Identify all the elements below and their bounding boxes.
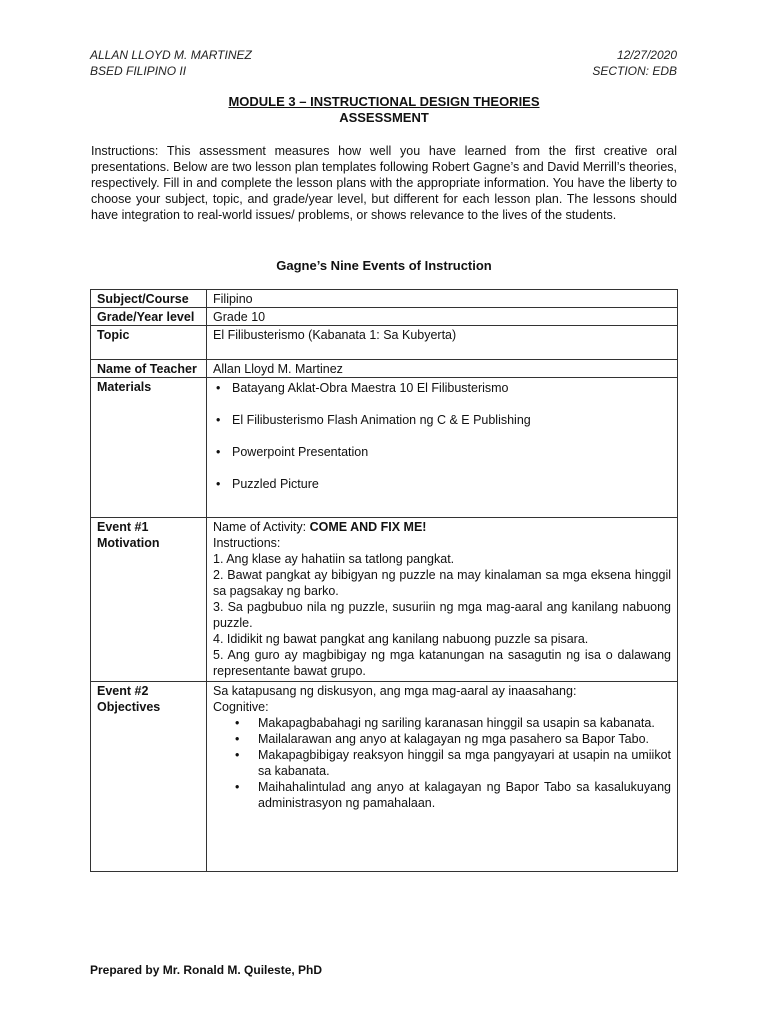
instructions-label: Instructions: [213,536,281,550]
objectives-domain: Cognitive: [213,700,269,714]
activity-name-line [213,519,671,535]
list-item: • El Filibusterismo Flash Animation ng C & E Publishing [213,412,671,428]
event1-name: Motivation [97,536,160,550]
section-label: SECTION: EDB [592,64,677,78]
student-info [90,47,252,79]
list-item: • Maihahalintulad ang anyo at kalagayan ng Bapor Tabo sa kasalukuyang administrasyon ng pamahalaan. [213,779,671,811]
list-item: • Powerpoint Presentation [213,444,671,460]
event1-number: Event #1 [97,520,149,534]
submission-date: 12/27/2020 [616,48,677,62]
module-title: MODULE 3 – INSTRUCTIONAL DESIGN THEORIES [228,94,540,109]
event1-cell [207,518,678,682]
event2-cell [207,682,678,872]
table-row-event1 [91,518,678,682]
objectives-list [213,715,671,811]
table-row-topic [91,326,678,360]
list-item: • Puzzled Picture [213,476,671,492]
list-item: 2. Bawat pangkat ay bibigyan ng puzzle na may kinalaman sa mga eksena hinggil sa pagsakay ng barko. [213,568,671,598]
list-item: • Makapagbibigay reaksyon hinggil sa mga pangyayari at usapin na umiikot sa kabanata. [213,747,671,779]
objectives-intro: Sa katapusang ng diskusyon, ang mga mag-aaral ay inaasahang: [213,684,577,698]
gagne-section-title: Gagne’s Nine Events of Instruction [276,258,492,273]
table-row-subject [91,290,678,308]
materials-label: Materials [91,378,207,518]
activity-prefix: Name of Activity: [213,520,310,534]
subject-value: Filipino [207,290,678,308]
event2-label [91,682,207,872]
grade-value: Grade 10 [207,308,678,326]
table-row-grade [91,308,678,326]
table-row-event2 [91,682,678,872]
teacher-label: Name of Teacher [91,360,207,378]
teacher-value: Allan Lloyd M. Martinez [207,360,678,378]
table-row-materials [91,378,678,518]
student-name: ALLAN LLOYD M. MARTINEZ [90,48,252,62]
list-item: 1. Ang klase ay hahatiin sa tatlong pangkat. [213,552,455,566]
lesson-plan-table [90,289,678,872]
subject-label: Subject/Course [91,290,207,308]
table-row-teacher [91,360,678,378]
list-item: 4. Ididikit ng bawat pangkat ang kanilang nabuong puzzle sa pisara. [213,632,589,646]
list-item: • Mailalarawan ang anyo at kalagayan ng mga pasahero sa Bapor Tabo. [213,731,671,747]
event1-label [91,518,207,682]
materials-cell [207,378,678,518]
list-item: 5. Ang guro ay magbibigay ng mga katanungan na sasagutin ng isa o dalawang representante bawat grupo. [213,648,671,678]
list-item: • Makapagbabahagi ng sariling karanasan hinggil sa usapin sa kabanata. [213,715,671,731]
activity-name: COME AND FIX ME! [309,520,427,534]
assessment-subtitle: ASSESSMENT [339,110,429,125]
grade-label: Grade/Year level [91,308,207,326]
topic-value: El Filibusterismo (Kabanata 1: Sa Kubyerta) [207,326,678,360]
date-section-info [592,47,677,79]
list-item: 3. Sa pagbubuo nila ng puzzle, susuriin ng mga mag-aaral ang kanilang nabuong puzzle. [213,600,671,630]
prepared-by-footer: Prepared by Mr. Ronald M. Quileste, PhD [90,963,323,977]
student-course: BSED FILIPINO II [90,64,187,78]
materials-list [213,380,671,492]
event2-number: Event #2 [97,684,149,698]
topic-label: Topic [91,326,207,360]
event2-name: Objectives [97,700,161,714]
list-item: • Batayang Aklat-Obra Maestra 10 El Filibusterismo [213,380,671,396]
instructions-paragraph: Instructions: This assessment measures how well you have learned from the first creative oral presentations. Below are two lesson plan templates following Robert Gagne’s and David Merrill’s theories, respectively. Fill in and complete the lesson plans with the appropriate information. You have the liberty to choose your subject, topic, and grade/year level, but different for each lesson plan. The lessons should have integration to real-world issues/ problems, or shows relevance to the lives of the students. [91,144,677,222]
